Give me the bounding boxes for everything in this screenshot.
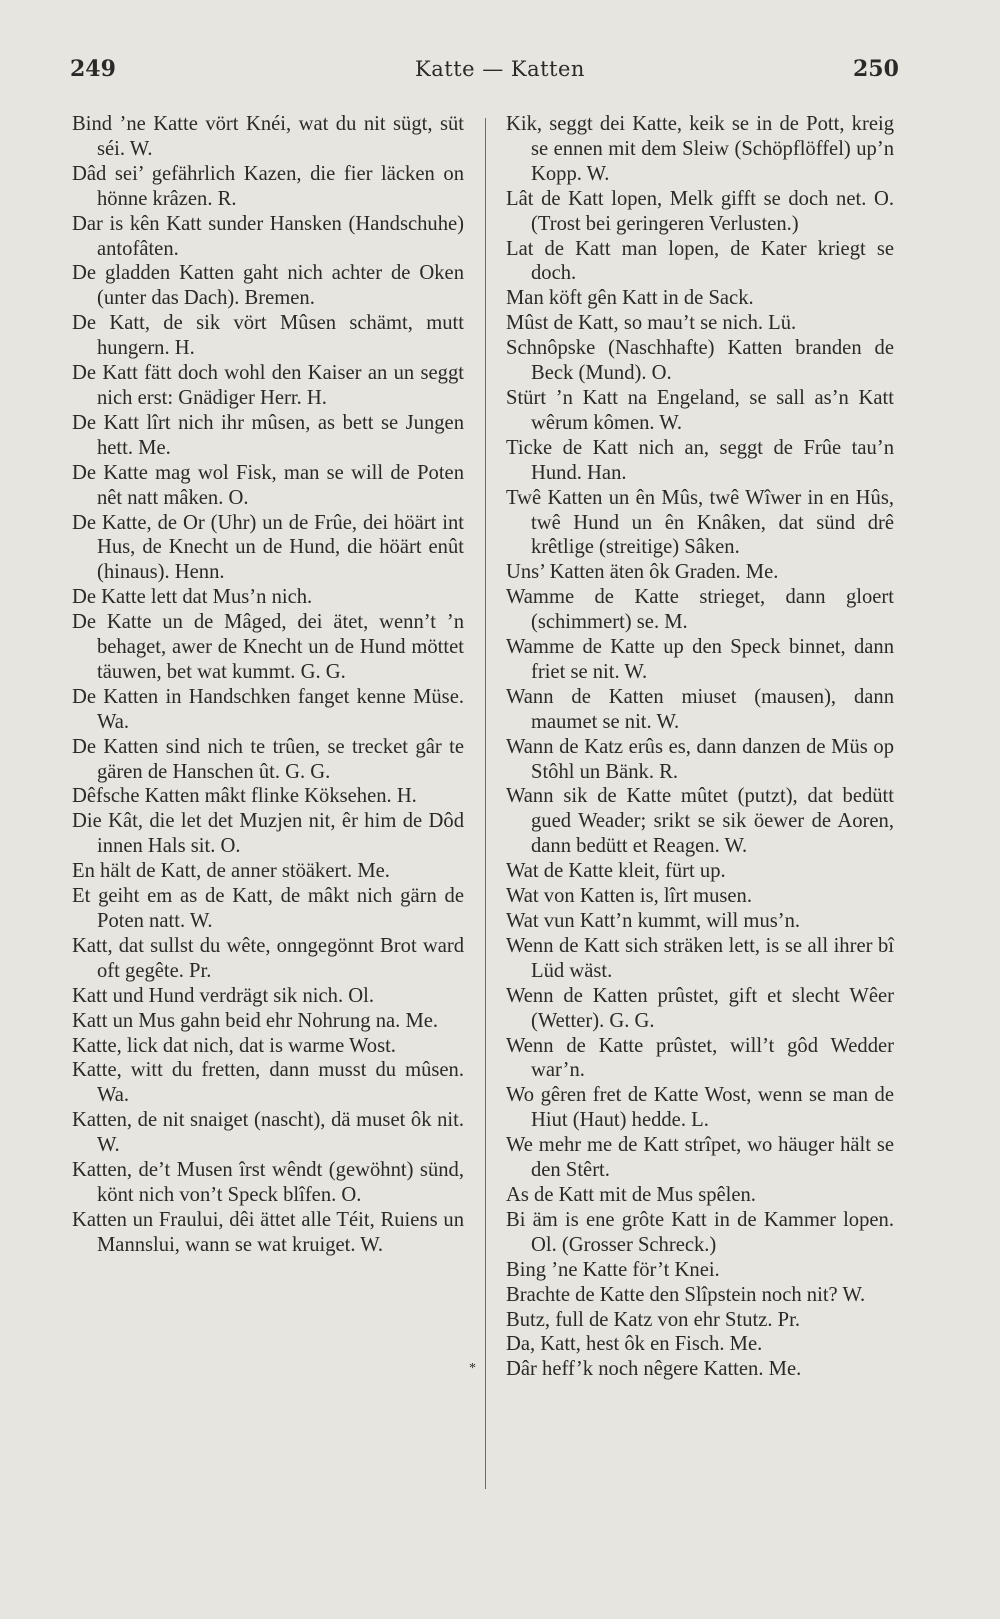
proverb-entry: Wamme de Katte strieget, dann gloert (schimmert) se. M. bbox=[506, 586, 894, 634]
proverb-entry: Katt und Hund verdrägt sik nich. Ol. bbox=[72, 984, 374, 1007]
proverb-entry: Da, Katt, hest ôk en Fisch. Me. bbox=[506, 1333, 763, 1356]
proverb-entry: De Katte lett dat Mus’n nich. bbox=[72, 586, 313, 609]
proverb-entry: Dêfsche Katten mâkt flinke Köksehen. H. bbox=[72, 785, 417, 808]
proverb-entry: De Katten in Handschken fanget kenne Müse. Wa. bbox=[72, 685, 464, 733]
left-column bbox=[72, 112, 464, 1258]
proverb-entry: Schnôpske (Naschhafte) Katten branden de Beck (Mund). O. bbox=[506, 337, 894, 385]
column-divider bbox=[485, 118, 486, 1489]
proverb-entry: Brachte de Katte den Slîpstein noch nit? W. bbox=[506, 1283, 866, 1306]
proverb-entry: We mehr me de Katt strîpet, wo häuger hält se den Stêrt. bbox=[506, 1134, 894, 1182]
proverb-entry: Bing ’ne Katte för’t Knei. bbox=[506, 1258, 720, 1281]
proverb-entry: Butz, full de Katz von ehr Stutz. Pr. bbox=[506, 1308, 800, 1331]
proverb-entry: De Katte, de Or (Uhr) un de Frûe, dei höärt int Hus, de Knecht un de Hund, die höärt enût (hinaus). Henn. bbox=[72, 511, 464, 584]
proverb-entry: Twê Katten un ên Mûs, twê Wîwer in en Hûs, twê Hund un ên Knâken, dat sünd drê krêtlige (streitige) Sâken. bbox=[506, 486, 894, 559]
proverb-entry: Stürt ’n Katt na Engeland, se sall as’n Katt wêrum kômen. W. bbox=[506, 386, 894, 434]
proverb-entry: Mûst de Katt, so mau’t se nich. Lü. bbox=[506, 312, 797, 335]
proverb-entry: Katt un Mus gahn beid ehr Nohrung na. Me. bbox=[72, 1009, 439, 1032]
proverb-entry: Wat de Katte kleit, fürt up. bbox=[506, 860, 726, 883]
proverb-entry: Katt, dat sullst du wête, onngegönnt Brot ward oft gegête. Pr. bbox=[72, 934, 464, 982]
proverb-entry: En hält de Katt, de anner stöäkert. Me. bbox=[72, 860, 390, 883]
proverb-entry: Die Kât, die let det Muzjen nit, êr him de Dôd innen Hals sit. O. bbox=[72, 810, 464, 858]
proverb-entry: De Katte un de Mâged, dei ätet, wenn’t ’n behaget, awer de Knecht un de Hund möttet täuwen, bet wat kummt. G. G. bbox=[72, 611, 464, 683]
proverb-entry: Wenn de Katten prûstet, gift et slecht Wêer (Wetter). G. G. bbox=[506, 984, 894, 1032]
proverb-entry: Lât de Katt lopen, Melk gifft se doch net. O. (Trost bei geringeren Verlusten.) bbox=[506, 187, 894, 235]
proverb-entry: De Katt lîrt nich ihr mûsen, as bett se Jungen hett. Me. bbox=[72, 411, 464, 459]
proverb-entry: Katten, de nit snaiget (nascht), dä muset ôk nit. W. bbox=[72, 1109, 464, 1157]
proverb-entry: Katte, witt du fretten, dann musst du mûsen. Wa. bbox=[72, 1059, 464, 1107]
proverb-entry: Lat de Katt man lopen, de Kater kriegt se doch. bbox=[506, 237, 894, 285]
page-number-right: 250 bbox=[853, 56, 899, 82]
proverb-entry: Uns’ Katten äten ôk Graden. Me. bbox=[506, 561, 779, 584]
proverb-entry: Man köft gên Katt in de Sack. bbox=[506, 287, 754, 310]
proverb-entry: Wamme de Katte up den Speck binnet, dann friet se nit. W. bbox=[506, 636, 894, 683]
proverb-entry: De Katte mag wol Fisk, man se will de Poten nêt natt mâken. O. bbox=[72, 461, 464, 509]
proverb-entry: Bind ’ne Katte vört Knéi, wat du nit sügt, süt séi. W. bbox=[72, 113, 464, 160]
page-number-left: 249 bbox=[70, 56, 116, 82]
proverb-entry: De gladden Katten gaht nich achter de Oken (unter das Dach). Bremen. bbox=[72, 262, 464, 310]
proverb-entry: Et geiht em as de Katt, de mâkt nich gärn de Poten natt. W. bbox=[72, 885, 464, 932]
proverb-entry: Dar is kên Katt sunder Hansken (Handschuhe) antofâten. bbox=[72, 212, 464, 260]
proverb-entry: Wo gêren fret de Katte Wost, wenn se man de Hiut (Haut) hedde. L. bbox=[506, 1084, 894, 1132]
proverb-entry: Katte, lick dat nich, dat is warme Wost. bbox=[72, 1034, 396, 1057]
proverb-entry: Katten, de’t Musen îrst wêndt (gewöhnt) sünd, könt nich von’t Speck blîfen. O. bbox=[72, 1159, 464, 1206]
proverb-entry: Wann de Katten miuset (mausen), dann maumet se nit. W. bbox=[506, 685, 894, 733]
proverb-entry: * Dâr heff’k noch nêgere Katten. Me. bbox=[506, 1357, 894, 1382]
proverb-entry: Wenn de Katte prûstet, will’t gôd Wedder war’n. bbox=[506, 1034, 894, 1082]
running-header bbox=[0, 56, 1000, 92]
proverb-entry: De Katten sind nich te trûen, se trecket gâr te gären de Hanschen ût. G. G. bbox=[72, 735, 464, 783]
proverb-entry: De Katt, de sik vört Mûsen schämt, mutt hungern. H. bbox=[72, 312, 464, 360]
proverb-entry: Katten un Fraului, dêi ättet alle Téit, Ruiens un Mannslui, wann se wat kruiget. W. bbox=[72, 1208, 464, 1256]
proverb-entry: Dâd sei’ gefährlich Kazen, die fier läcken on hönne krâzen. R. bbox=[72, 162, 464, 210]
running-title: Katte — Katten bbox=[415, 57, 585, 81]
proverb-entry: Wat vun Katt’n kummt, will mus’n. bbox=[506, 910, 801, 932]
proverb-entry: Wann sik de Katte mûtet (putzt), dat bedütt gued Weader; srikt se sik öewer de Aoren, dann bedütt et Reagen. W. bbox=[506, 785, 894, 858]
proverb-entry: De Katt fätt doch wohl den Kaiser an un seggt nich erst: Gnädiger Herr. H. bbox=[72, 362, 464, 409]
proverb-entry: Ticke de Katt nich an, seggt de Frûe tau’n Hund. Han. bbox=[506, 436, 894, 484]
proverb-entry: As de Katt mit de Mus spêlen. bbox=[506, 1183, 756, 1206]
proverb-entry: Kik, seggt dei Katte, keik se in de Pott, kreig se ennen mit dem Sleiw (Schöpflöffel) up’n Kopp. W. bbox=[506, 113, 894, 185]
proverb-entry: Wann de Katz erûs es, dann danzen de Müs op Stôhl un Bänk. R. bbox=[506, 735, 894, 783]
proverb-entry: Wenn de Katt sich sträken lett, is se all ihrer bî Lüd wäst. bbox=[506, 934, 894, 982]
right-column bbox=[506, 112, 894, 1382]
proverb-entry: Wat von Katten is, lîrt musen. bbox=[506, 885, 752, 908]
proverb-entry: Bi äm is ene grôte Katt in de Kammer lopen. Ol. (Grosser Schreck.) bbox=[506, 1208, 894, 1256]
